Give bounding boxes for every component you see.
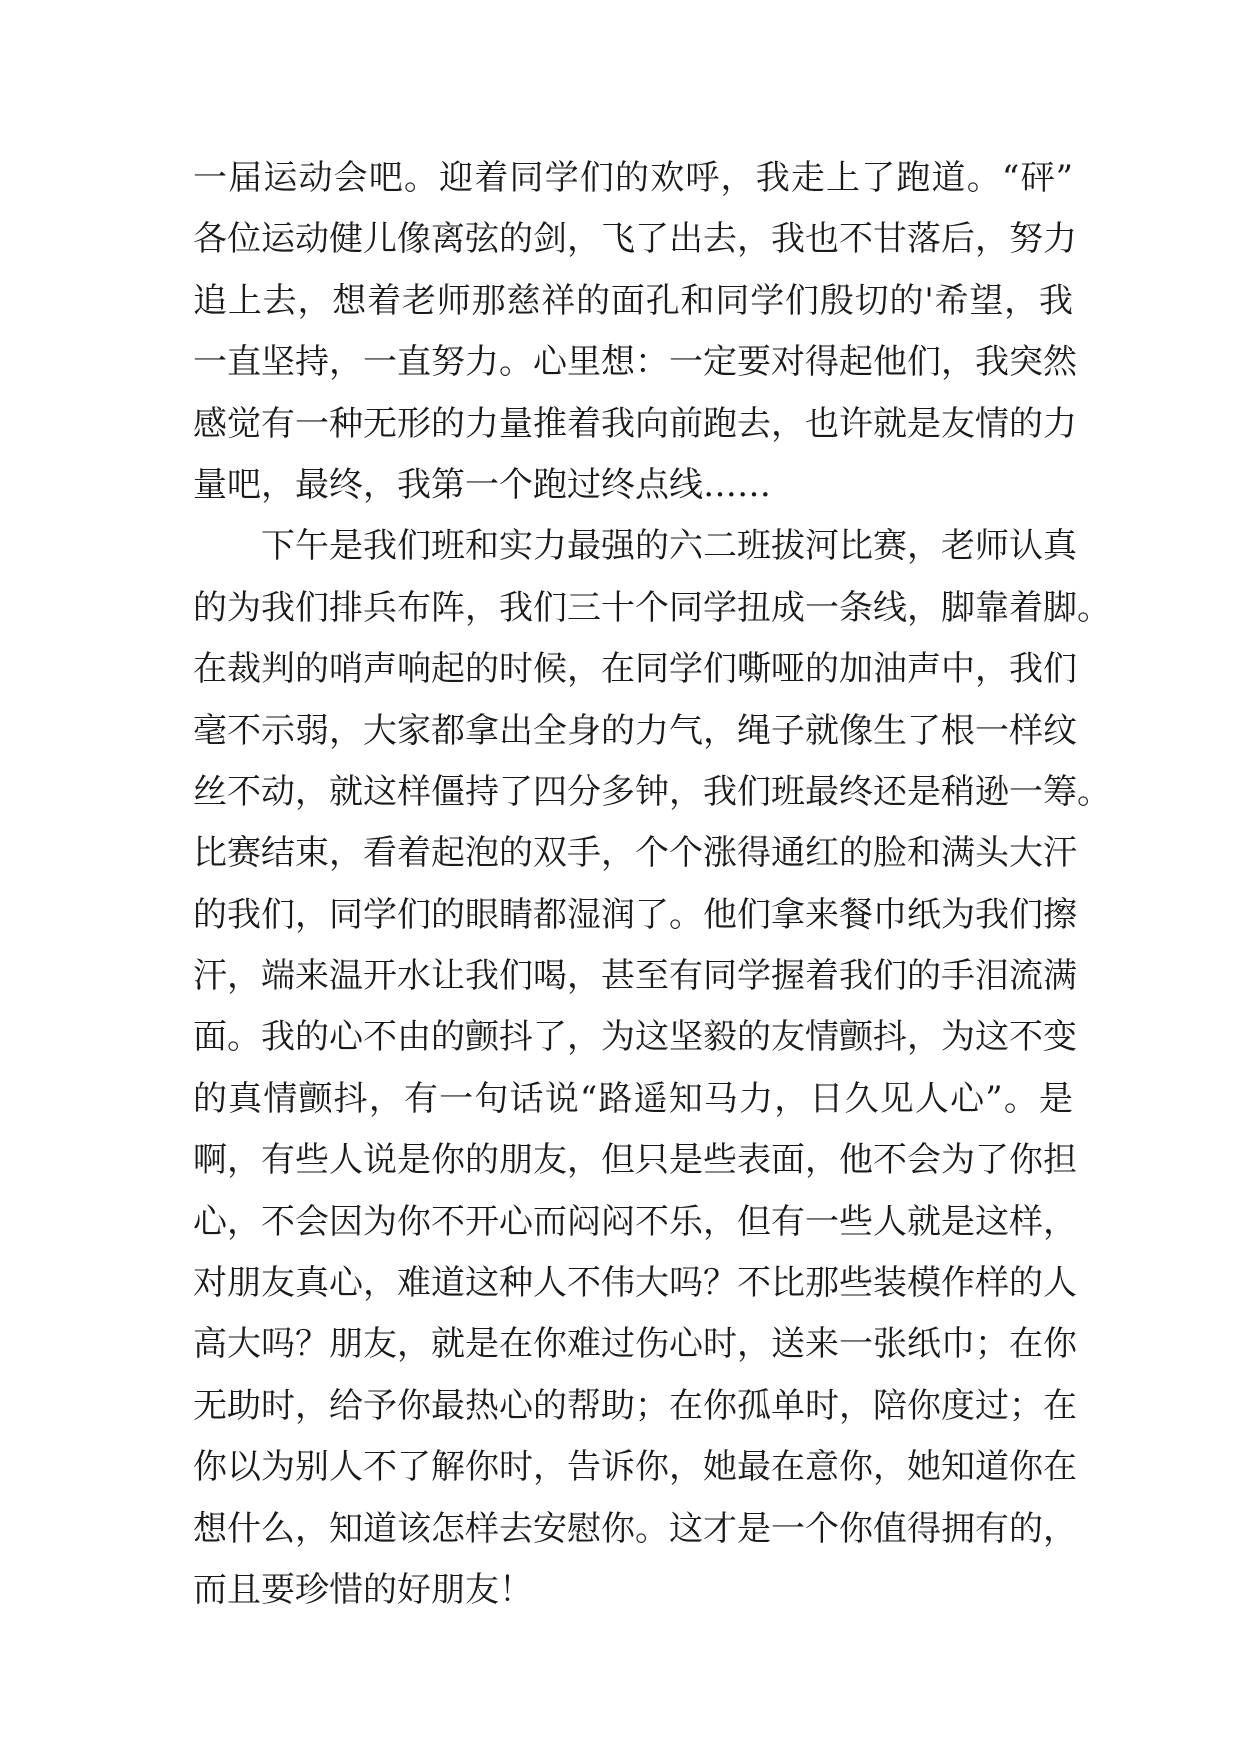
text-line: 下午是我们班和实力最强的六二班拔河比赛，老师认真 <box>261 526 1077 567</box>
text-line: 的真情颤抖，有一句话说“路遥知马力，日久见人心”。是 <box>193 1078 1073 1119</box>
text-line: 各位运动健儿像离弦的剑，飞了出去，我也不甘落后，努力 <box>193 219 1077 260</box>
text-line: 心，不会因为你不开心而闷闷不乐，但有一些人就是这样， <box>193 1201 1077 1242</box>
text-line: 汗，端来温开水让我们喝，甚至有同学握着我们的手泪流满 <box>193 956 1077 997</box>
text-line: 你以为别人不了解你时，告诉你，她最在意你，她知道你在 <box>193 1447 1077 1488</box>
text-line: 毫不示弱，大家都拿出全身的力气，绳子就像生了根一样纹 <box>193 710 1077 751</box>
text-line: 对朋友真心，难道这种人不伟大吗？不比那些装模作样的人 <box>193 1263 1077 1304</box>
text-line: 的为我们排兵布阵，我们三十个同学扭成一条线，脚靠着脚。 <box>193 587 1111 628</box>
text-line: 无助时，给予你最热心的帮助；在你孤单时，陪你度过；在 <box>193 1385 1077 1426</box>
text-line: 追上去，想着老师那慈祥的面孔和同学们殷切的'希望，我 <box>193 280 1073 321</box>
paragraph-2 <box>193 526 1111 1631</box>
paragraph-1 <box>193 158 1077 526</box>
text-line: 比赛结束，看着起泡的双手，个个涨得通红的脸和满头大汗 <box>193 833 1077 874</box>
text-line: 丝不动，就这样僵持了四分多钟，我们班最终还是稍逊一筹。 <box>193 771 1111 812</box>
text-line: 一届运动会吧。迎着同学们的欢呼，我走上了跑道。“砰” <box>193 158 1073 198</box>
text-line: 感觉有一种无形的力量推着我向前跑去，也许就是友情的力 <box>193 403 1077 444</box>
text-line: 想什么，知道该怎样去安慰你。这才是一个你值得拥有的， <box>193 1508 1077 1549</box>
text-line: 面。我的心不由的颤抖了，为这坚毅的友情颤抖，为这不变 <box>193 1017 1077 1058</box>
essay-body <box>193 158 1111 1631</box>
text-line: 一直坚持，一直努力。心里想：一定要对得起他们，我突然 <box>193 342 1077 383</box>
text-line: 在裁判的哨声响起的时候，在同学们嘶哑的加油声中，我们 <box>193 649 1077 690</box>
text-line: 而且要珍惜的好朋友！ <box>193 1569 533 1610</box>
text-line: 高大吗？朋友，就是在你难过伤心时，送来一张纸巾；在你 <box>193 1324 1077 1365</box>
text-line: 啊，有些人说是你的朋友，但只是些表面，他不会为了你担 <box>193 1140 1077 1181</box>
text-line: 的我们，同学们的眼睛都湿润了。他们拿来餐巾纸为我们擦 <box>193 894 1077 935</box>
text-line: 量吧，最终，我第一个跑过终点线…… <box>193 464 771 505</box>
